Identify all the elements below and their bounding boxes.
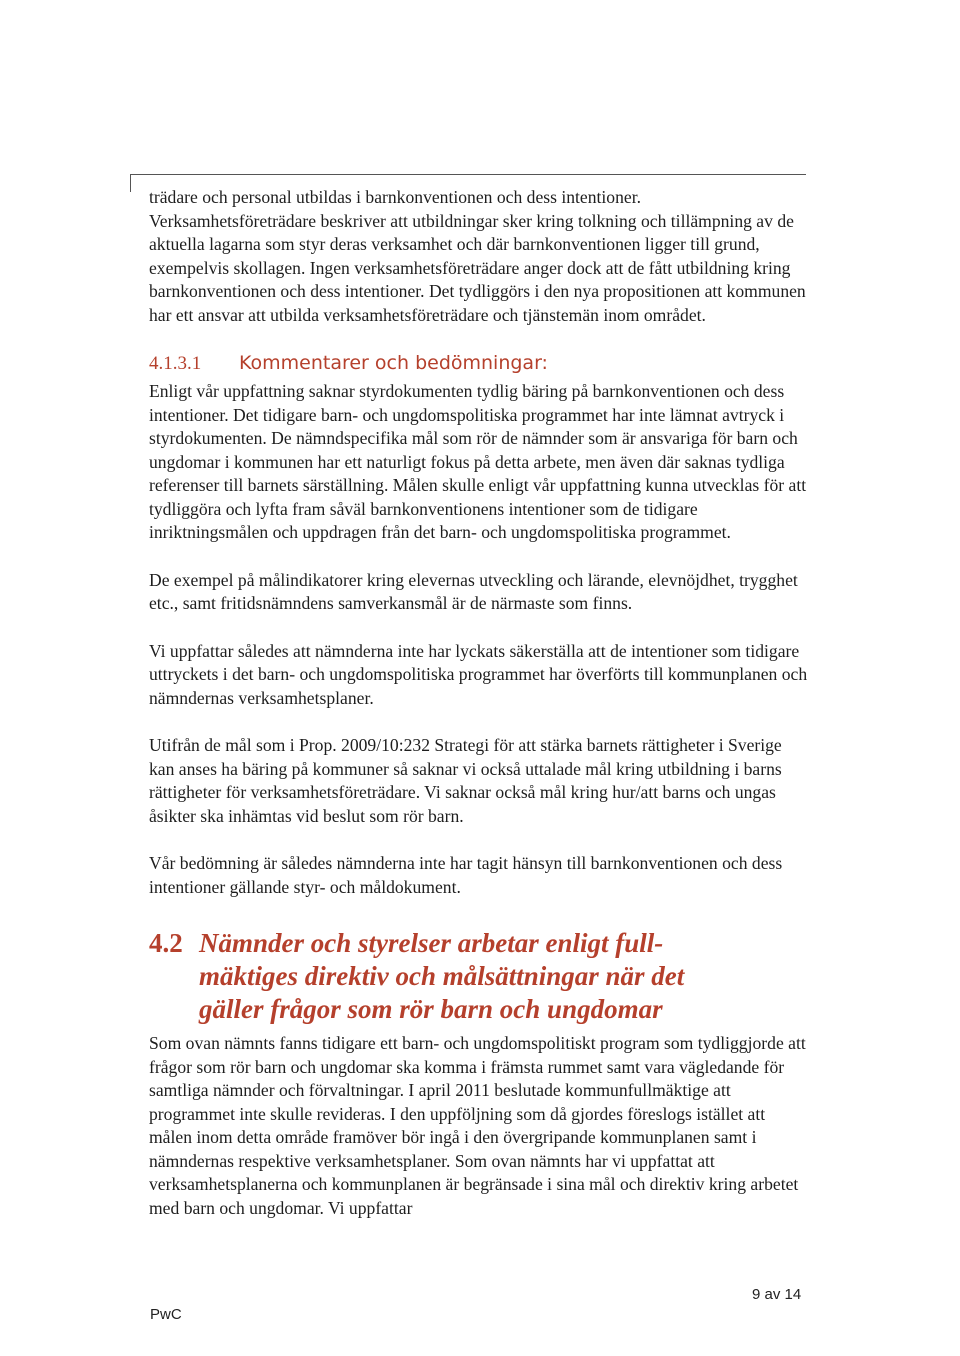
header-rule: [130, 174, 806, 175]
section-number: 4.1.3.1: [149, 353, 202, 374]
footer-company: PwC: [150, 1306, 182, 1323]
comment-paragraph-4: Utifrån de mål som i Prop. 2009/10:232 Strategi för att stärka barnets rättigheter i Sverige kan anses ha bäring på kommuner så saknar vi också uttalade mål kring utbildning i barns rättigheter för verksamhetsföreträdare. Vi saknar också mål kring hur/att barns och ungas åsikter ska inhämtas vid beslut som rör barn.: [149, 735, 782, 826]
section-4-2-paragraph: Som ovan nämnts fanns tidigare ett barn- och ungdomspolitiskt program som tydliggjorde att frågor som rör barn och ungdomar ska komma i främsta rummet samt vara vägledande för samtliga nämnder och förvaltningar. I april 2011 beslutade kommunfullmäktige att programmet inte skulle revideras. I den uppföljning som då gjordes föreslogs istället att målen inom detta område framöver bör ingå i den övergripande kommunplanen samt i nämndernas respektive verksamhetsplaner. Som ovan nämnts har vi uppfattat att verksamhetsplanerna och kommunplanen är begränsade i sina mål och direktiv kring arbetet med barn och ungdomar. Vi uppfattar: [149, 1033, 806, 1218]
section-title-line-3: gäller frågor som rör barn och ungdomar: [199, 994, 663, 1024]
intro-paragraph: trädare och personal utbildas i barnkonventionen och dess intentioner. Verksamhetsföreträdare beskriver att utbildningar sker kring tolkning och tillämpning av de aktuella lagarna som styr deras verksamhet och där barnkonventionen ligger till grund, exempelvis skollagen. Ingen verksamhetsföreträdare anger dock att de fått utbildning kring barnkonventionen och dess intentioner. Det tydliggörs i den nya propositionen att kommunen har ett ansvar att utbilda verksamhetsföreträdare och tjänstemän inom området.: [149, 187, 806, 325]
comment-paragraph-5: Vår bedömning är således nämnderna inte har tagit hänsyn till barnkonventionen och dess intentioner gällande styr- och måldokument.: [149, 853, 783, 897]
section-title-line-2: mäktiges direktiv och målsättningar när det: [199, 961, 685, 991]
comment-paragraph-3: Vi uppfattar således att nämnderna inte har lyckats säkerställa att de intentioner som tidigare uttryckets i det barn- och ungdomspolitiska programmet har överförts till kommunplanen och nämndernas verksamhetsplaner.: [149, 640, 808, 708]
section-heading-4-2: [149, 927, 811, 1026]
section-title: Kommentarer och bedömningar:: [239, 352, 548, 374]
footer-page-number: 9 av 14: [752, 1286, 802, 1303]
page-content: [149, 186, 811, 1220]
header-corner-mark: [130, 174, 131, 192]
comment-paragraph-1: Enligt vår uppfattning saknar styrdokumenten tydlig bäring på barnkonventionen och dess intentioner. Det tidigare barn- och ungdomspolitiska programmet har inte lämnat avtryck i styrdokumenten. De nämndspecifika mål som rör de nämnder som är ansvariga för barn och ungdomar i kommunen har ett naturligt fokus på detta arbete, men även där saknas tydliga referenser till barnets särställning. Målen skulle enligt vår uppfattning kunna utvecklas för att tydliggöra och lyfta fram såväl barnkonventionens intentioner som de tidigare inriktningsmålen och uppdragen från det barn- och ungdomspolitiska programmet.: [149, 381, 807, 542]
section-title-line-1: Nämnder och styrelser arbetar enligt full-: [199, 928, 664, 958]
section-number: 4.2: [149, 928, 183, 958]
comment-paragraph-2: De exempel på målindikatorer kring elevernas utveckling och lärande, elevnöjdhet, trygghet etc., samt fritidsnämndens samverkansmål är de närmaste som finns.: [149, 569, 798, 613]
section-heading-4-1-3-1: [149, 351, 811, 376]
section-title: [149, 927, 811, 1026]
